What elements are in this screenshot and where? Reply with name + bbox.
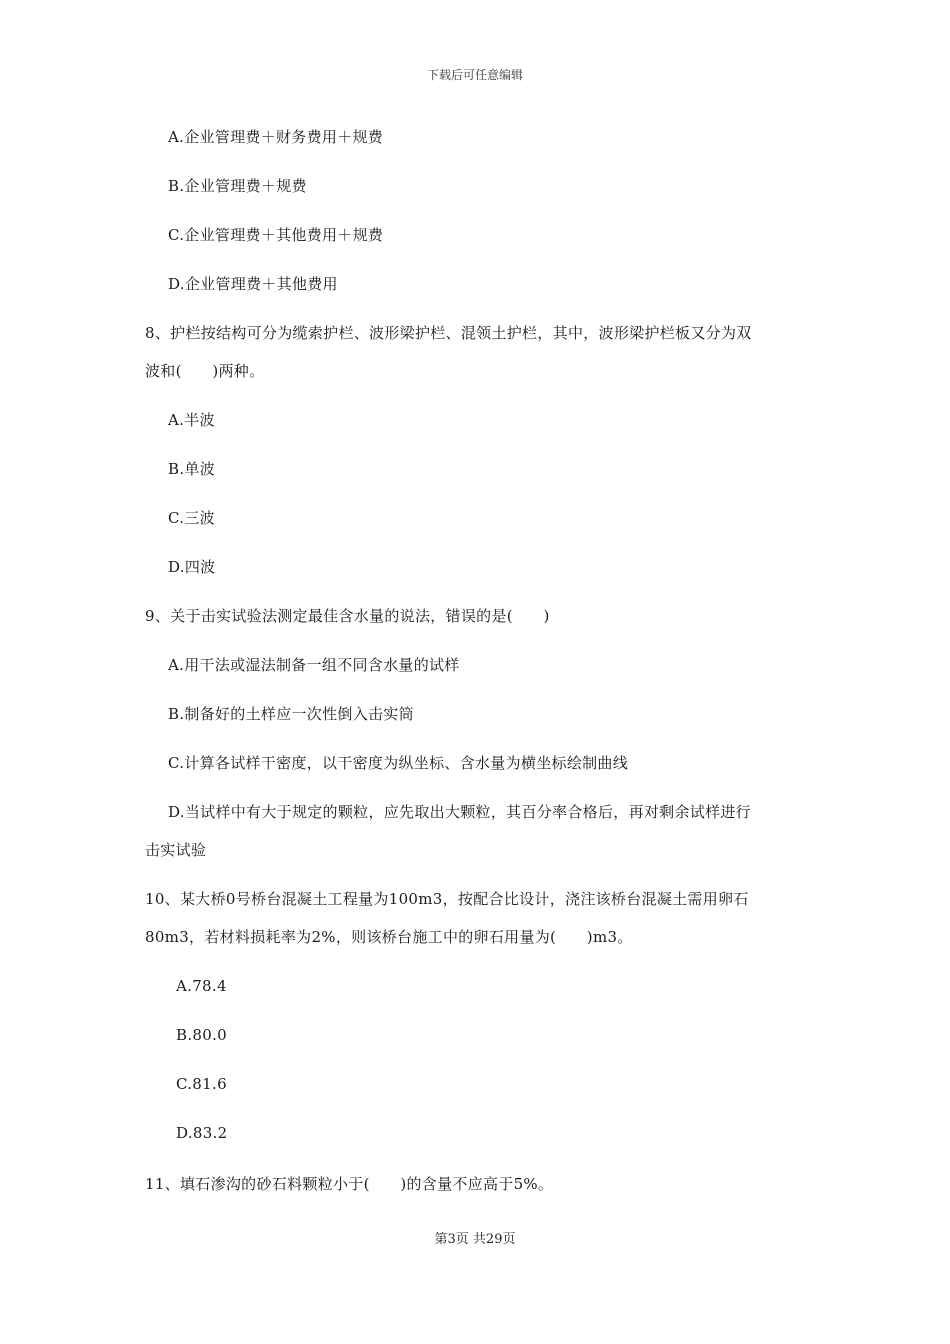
- q9-option-a: A.用干法或湿法制备一组不同含水量的试样: [168, 656, 460, 674]
- q9-option-b: B.制备好的土样应一次性倒入击实筒: [168, 705, 414, 723]
- q8-option-d: D.四波: [168, 558, 216, 576]
- q9-option-d-continued: 击实试验: [145, 841, 207, 859]
- q7-option-b: B.企业管理费＋规费: [168, 177, 307, 195]
- q11-stem: 11、填石渗沟的砂石料颗粒小于( )的含量不应高于5%。: [145, 1175, 554, 1193]
- q10-option-c: C.81.6: [176, 1075, 227, 1093]
- header-note: 下载后可任意编辑: [426, 68, 523, 82]
- q9-option-d: D.当试样中有大于规定的颗粒，应先取出大颗粒，其百分率合格后，再对剩余试样进行: [168, 803, 751, 821]
- q7-option-d: D.企业管理费＋其他费用: [168, 275, 338, 293]
- q8-stem-line2: 波和( )两种。: [145, 362, 265, 380]
- q10-option-d: D.83.2: [176, 1124, 228, 1142]
- q10-option-b: B.80.0: [176, 1026, 227, 1044]
- q8-option-c: C.三波: [168, 509, 215, 527]
- q9-option-c: C.计算各试样干密度，以干密度为纵坐标、含水量为横坐标绘制曲线: [168, 754, 629, 772]
- page-footer: [0, 1228, 950, 1247]
- q8-option-a: A.半波: [168, 411, 215, 429]
- q9-stem: 9、关于击实试验法测定最佳含水量的说法，错误的是( ): [145, 607, 550, 625]
- q8-option-b: B.单波: [168, 460, 215, 478]
- q7-option-a: A.企业管理费＋财务费用＋规费: [168, 128, 384, 146]
- q10-stem-line1: 10、某大桥0号桥台混凝土工程量为100m3，按配合比设计，浇注该桥台混凝土需用卵石: [145, 890, 749, 908]
- q10-option-a: A.78.4: [176, 977, 227, 995]
- q10-stem-line2: 80m3，若材料损耗率为2%，则该桥台施工中的卵石用量为( )m3。: [145, 928, 633, 946]
- q7-option-c: C.企业管理费＋其他费用＋规费: [168, 226, 384, 244]
- q8-stem-line1: 8、护栏按结构可分为缆索护栏、波形梁护栏、混领土护栏，其中，波形梁护栏板又分为双: [145, 324, 752, 342]
- page-number: 第3页 共29页: [434, 1232, 516, 1247]
